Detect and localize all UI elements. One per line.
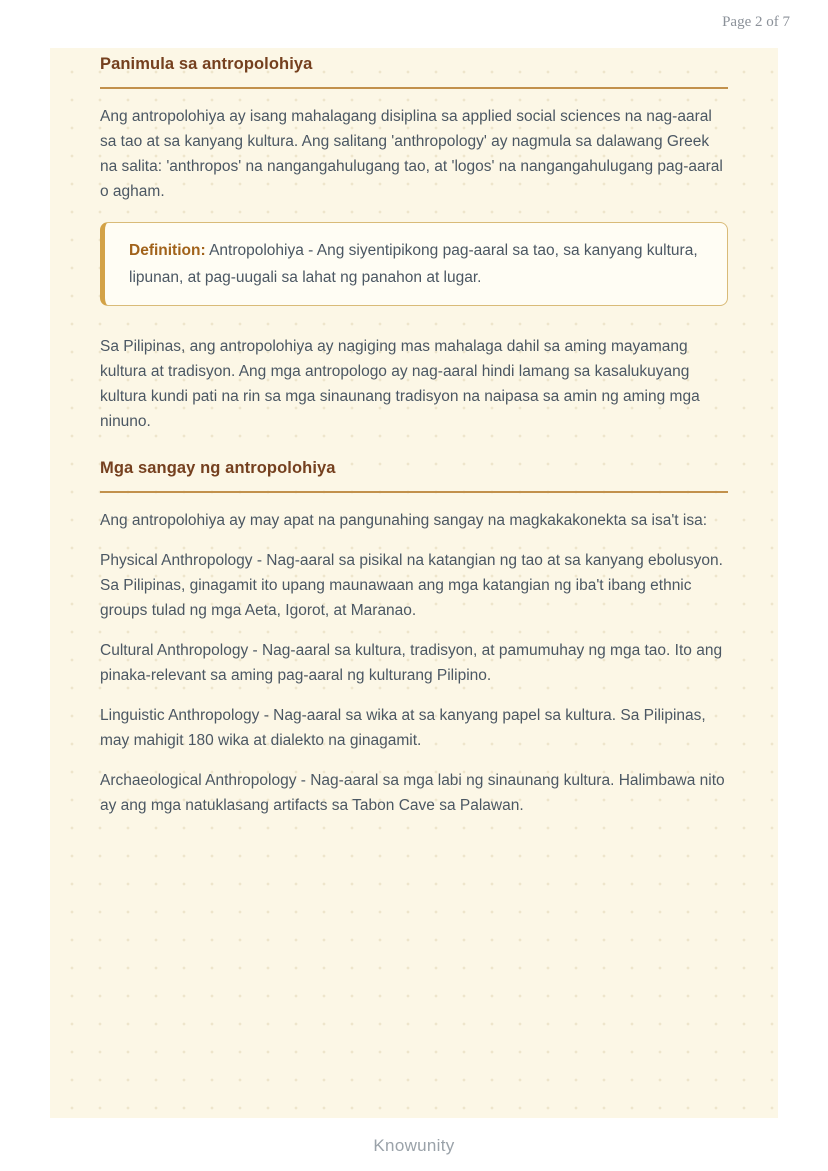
- heading-divider: [100, 491, 728, 493]
- definition-box: [100, 222, 728, 306]
- paragraph-linguistic-anthropology: Linguistic Anthropology - Nag-aaral sa wika at sa kanyang papel sa kultura. Sa Pilipinas, may mahigit 180 wika at dialekto na ginagamit.: [100, 707, 706, 749]
- paragraph-intro-2: Sa Pilipinas, ang antropolohiya ay nagiging mas mahalaga dahil sa aming mayamang kultura at tradisyon. Ang mga antropologo ay nag-aaral hindi lamang sa kasalukuyang kultura kundi pati na rin sa mga sinaunang tradisyon na naipasa sa amin ng aming mga ninuno.: [100, 338, 700, 430]
- definition-label: Definition:: [129, 242, 206, 259]
- paragraph-archaeological-anthropology: Archaeological Anthropology - Nag-aaral sa mga labi ng sinaunang kultura. Halimbawa nito ay ang mga natuklasang artifacts sa Tabon Cave sa Palawan.: [100, 772, 725, 814]
- definition-text: Antropolohiya - Ang siyentipikong pag-aaral sa tao, sa kanyang kultura, lipunan, at pag-uugali sa lahat ng panahon at lugar.: [129, 242, 698, 286]
- heading-divider: [100, 87, 728, 89]
- section-heading-panimula: Panimula sa antropolohiya: [100, 55, 313, 73]
- footer-brand: Knowunity: [373, 1136, 455, 1155]
- section-heading-mga-sangay: Mga sangay ng antropolohiya: [100, 459, 336, 477]
- definition-text-line: [129, 237, 703, 291]
- note-page-sheet: [50, 48, 778, 1118]
- paragraph-branches-intro: Ang antropolohiya ay may apat na pangunahing sangay na magkakakonekta sa isa't isa:: [100, 512, 708, 529]
- paragraph-intro-1: Ang antropolohiya ay isang mahalagang disiplina sa applied social sciences na nag-aaral sa tao at sa kanyang kultura. Ang salitang 'anthropology' ay nagmula sa dalawang Greek na salita: 'anthropos' na nangangahulugang tao, at 'logos' na nangangahulugang pag-aaral o agham.: [100, 108, 723, 200]
- paragraph-cultural-anthropology: Cultural Anthropology - Nag-aaral sa kultura, tradisyon, at pamumuhay ng mga tao. Ito ang pinaka-relevant sa aming pag-aaral ng kulturang Pilipino.: [100, 642, 723, 684]
- paragraph-physical-anthropology: Physical Anthropology - Nag-aaral sa pisikal na katangian ng tao at sa kanyang ebolusyon. Sa Pilipinas, ginagamit ito upang maunawaan ang mga katangian ng iba't ibang ethnic groups tulad ng mga Aeta, Igorot, at Maranao.: [100, 552, 723, 619]
- page-number-indicator: Page 2 of 7: [722, 14, 790, 30]
